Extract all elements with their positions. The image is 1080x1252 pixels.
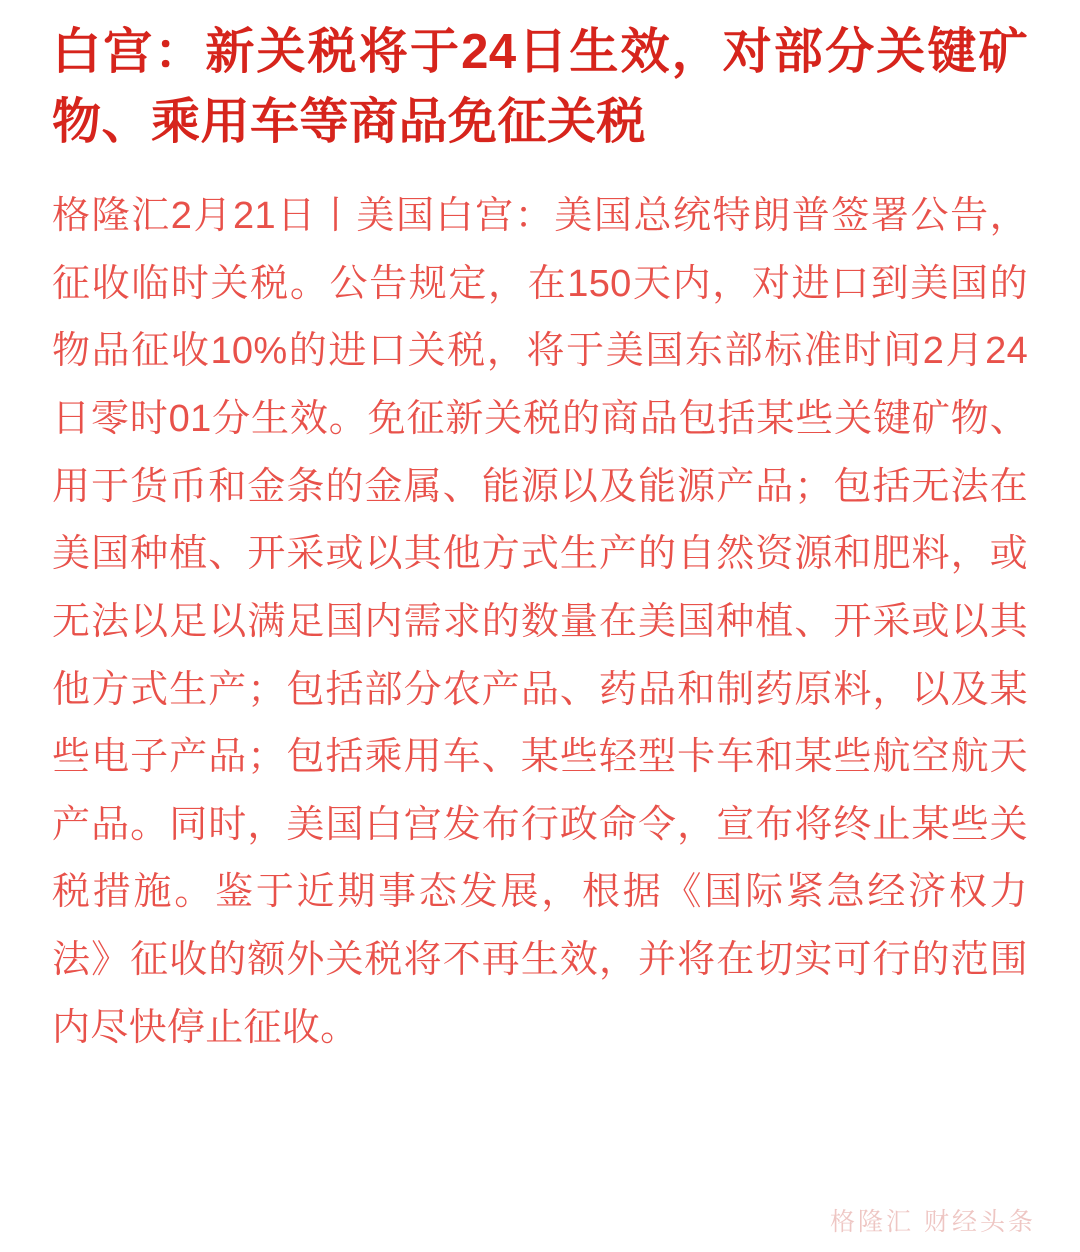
article-body: 格隆汇2月21日丨美国白宫：美国总统特朗普签署公告，征收临时关税。公告规定，在150天内，对进口到美国的物品征收10%的进口关税，将于美国东部标准时间2月24日零时01分生效。免征新关税的商品包括某些关键矿物、用于货币和金条的金属、能源以及能源产品；包括无法在美国种植、开采或以其他方式生产的自然资源和肥料，或无法以足以满足国内需求的数量在美国种植、开采或以其他方式生产；包括部分农产品、药品和制药原料，以及某些电子产品；包括乘用车、某些轻型卡车和某些航空航天产品。同时，美国白宫发布行政命令，宣布将终止某些关税措施。鉴于近期事态发展，根据《国际紧急经济权力法》征收的额外关税将不再生效，并将在切实可行的范围内尽快停止征收。	[52, 195, 1028, 1049]
page-title: 白宫：新关税将于24日生效，对部分关键矿物、乘用车等商品免征关税	[52, 25, 1028, 149]
watermark: 格隆汇 财经头条	[830, 1208, 1036, 1236]
